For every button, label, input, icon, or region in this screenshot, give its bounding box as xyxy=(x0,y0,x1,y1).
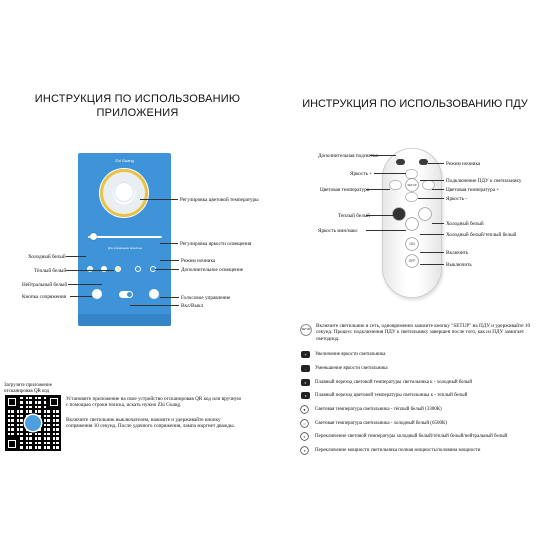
r-label-extra-light: Дополнительная подсветка xyxy=(318,153,378,159)
minus-icon: - xyxy=(301,365,310,372)
app-tab-bar xyxy=(78,314,171,326)
r-label-brightness-minmax: Яркость мин/макс xyxy=(318,228,358,234)
app-phone-screenshot xyxy=(78,153,171,326)
label-extra-light: Дополнительное освещение xyxy=(181,267,244,273)
r-label-warm-white: Теплый белый xyxy=(338,213,370,219)
r-label-cold-white: Холодный белый xyxy=(446,221,484,227)
install-text: Установите приложение на свое устройство отсканировав QR код или вручную с помощью строки поиска, искать нужно Zhi Guang. xyxy=(66,396,242,409)
left-heading-line1: ИНСТРУКЦИЯ ПО ИСПОЛЬЗОВАНИЮ xyxy=(34,93,241,105)
app-title: Zhi Guang xyxy=(115,158,134,163)
remote-color-temp-minus-button[interactable] xyxy=(390,181,401,189)
cold-white-dot[interactable] xyxy=(87,266,93,272)
remote-cold-white-button[interactable] xyxy=(419,208,431,220)
remote-extra-light-button[interactable] xyxy=(396,159,405,165)
warm-white-icon: ● xyxy=(301,406,308,413)
left-heading xyxy=(30,92,245,120)
r-label-cold-warm-white: Холодный белый/теплый белый xyxy=(446,232,517,238)
qr-code xyxy=(5,395,61,451)
r-label-color-temp-minus: Цветовая температура - xyxy=(320,187,373,193)
remote-setup-button[interactable]: SETUP xyxy=(406,179,418,191)
neutral-white-dot[interactable] xyxy=(101,266,107,272)
cold-transition-icon: ◐ xyxy=(301,379,310,386)
label-neutral-white: Нейтральный белый xyxy=(22,282,68,288)
qr-caption-line2: отсканировав QR код xyxy=(4,389,50,394)
dial-center xyxy=(115,183,133,201)
brightness-slider[interactable] xyxy=(88,236,162,238)
remote-brightness-minmax-button[interactable] xyxy=(406,218,418,230)
label-warm-white: Тёплый белый xyxy=(34,268,67,274)
r-label-color-temp-plus: Цветовая температура + xyxy=(446,187,500,193)
r-label-night-mode: Режим ночника xyxy=(446,161,481,167)
brightness-slider-handle[interactable] xyxy=(90,233,97,240)
plus-icon: + xyxy=(301,351,310,358)
night-mode-dot[interactable] xyxy=(135,266,141,272)
setup-icon: SETUP xyxy=(301,325,311,335)
setup-text: Включите светильник в сеть, одновременно зажмите кнопку "SETUP" на ПДУ и удерживайте 10 секунд. Процесс подключения ПДУ к светильнику завершен после того, как из ПДУ замигает светодиод. xyxy=(316,323,531,342)
remote-on-button[interactable]: ON xyxy=(406,238,418,250)
cold-white-icon: ○ xyxy=(301,420,308,427)
on-off-toggle[interactable] xyxy=(119,291,133,298)
pairing-text: Включите светильник выключателем, нажмите и удерживайте кнопку сопряжения 10 секунд. После удачного сопряжения, лампа моргнет дважды. xyxy=(66,417,235,430)
temp-switch-icon: ◐ xyxy=(301,433,308,440)
label-night-mode: Режим ночника xyxy=(181,258,216,264)
voice-control-button[interactable] xyxy=(149,289,159,299)
right-heading: ИНСТРУКЦИЯ ПО ИСПОЛЬЗОВАНИЮ ПДУ xyxy=(302,98,528,110)
remote-night-mode-button[interactable] xyxy=(419,159,428,165)
label-pair-button: Кнопка сопряжения xyxy=(22,294,67,300)
warm-white-dot[interactable] xyxy=(115,266,121,272)
slider-caption: Для управления яркостью xyxy=(108,246,142,250)
remote-off-button[interactable]: OFF xyxy=(406,255,418,267)
remote-warm-white-button[interactable] xyxy=(393,208,405,220)
label-on-off: Вкл/Выкл xyxy=(181,303,204,309)
warm-transition-icon: ◑ xyxy=(301,392,310,399)
qr-caption-line1: Загрузите приложение xyxy=(4,383,52,388)
r-label-pair: Подключение ПДУ к светильнику xyxy=(446,178,522,184)
remote-color-temp-plus-button[interactable] xyxy=(423,181,434,189)
r-label-on: Включить xyxy=(446,250,469,256)
r-label-off: Выключить xyxy=(446,262,472,268)
r-label-brightness-plus: Яркость + xyxy=(350,171,373,177)
remote-brightness-plus-button[interactable] xyxy=(406,170,417,178)
app-logo-icon xyxy=(25,415,41,431)
remote-brightness-minus-button[interactable] xyxy=(406,193,417,201)
power-switch-icon: ◑ xyxy=(301,447,308,454)
label-brightness: Регулировка яркости освещения xyxy=(180,241,252,247)
left-heading-line2: ПРИЛОЖЕНИЯ xyxy=(96,107,179,119)
r-label-brightness-minus: Яркость - xyxy=(446,196,467,202)
label-color-temp: Регулировка цветовой температуры xyxy=(180,197,259,203)
label-cold-white: Холодный белый xyxy=(28,254,66,260)
pair-button[interactable] xyxy=(92,289,102,299)
label-voice-control: Голосовое управление xyxy=(181,295,231,301)
